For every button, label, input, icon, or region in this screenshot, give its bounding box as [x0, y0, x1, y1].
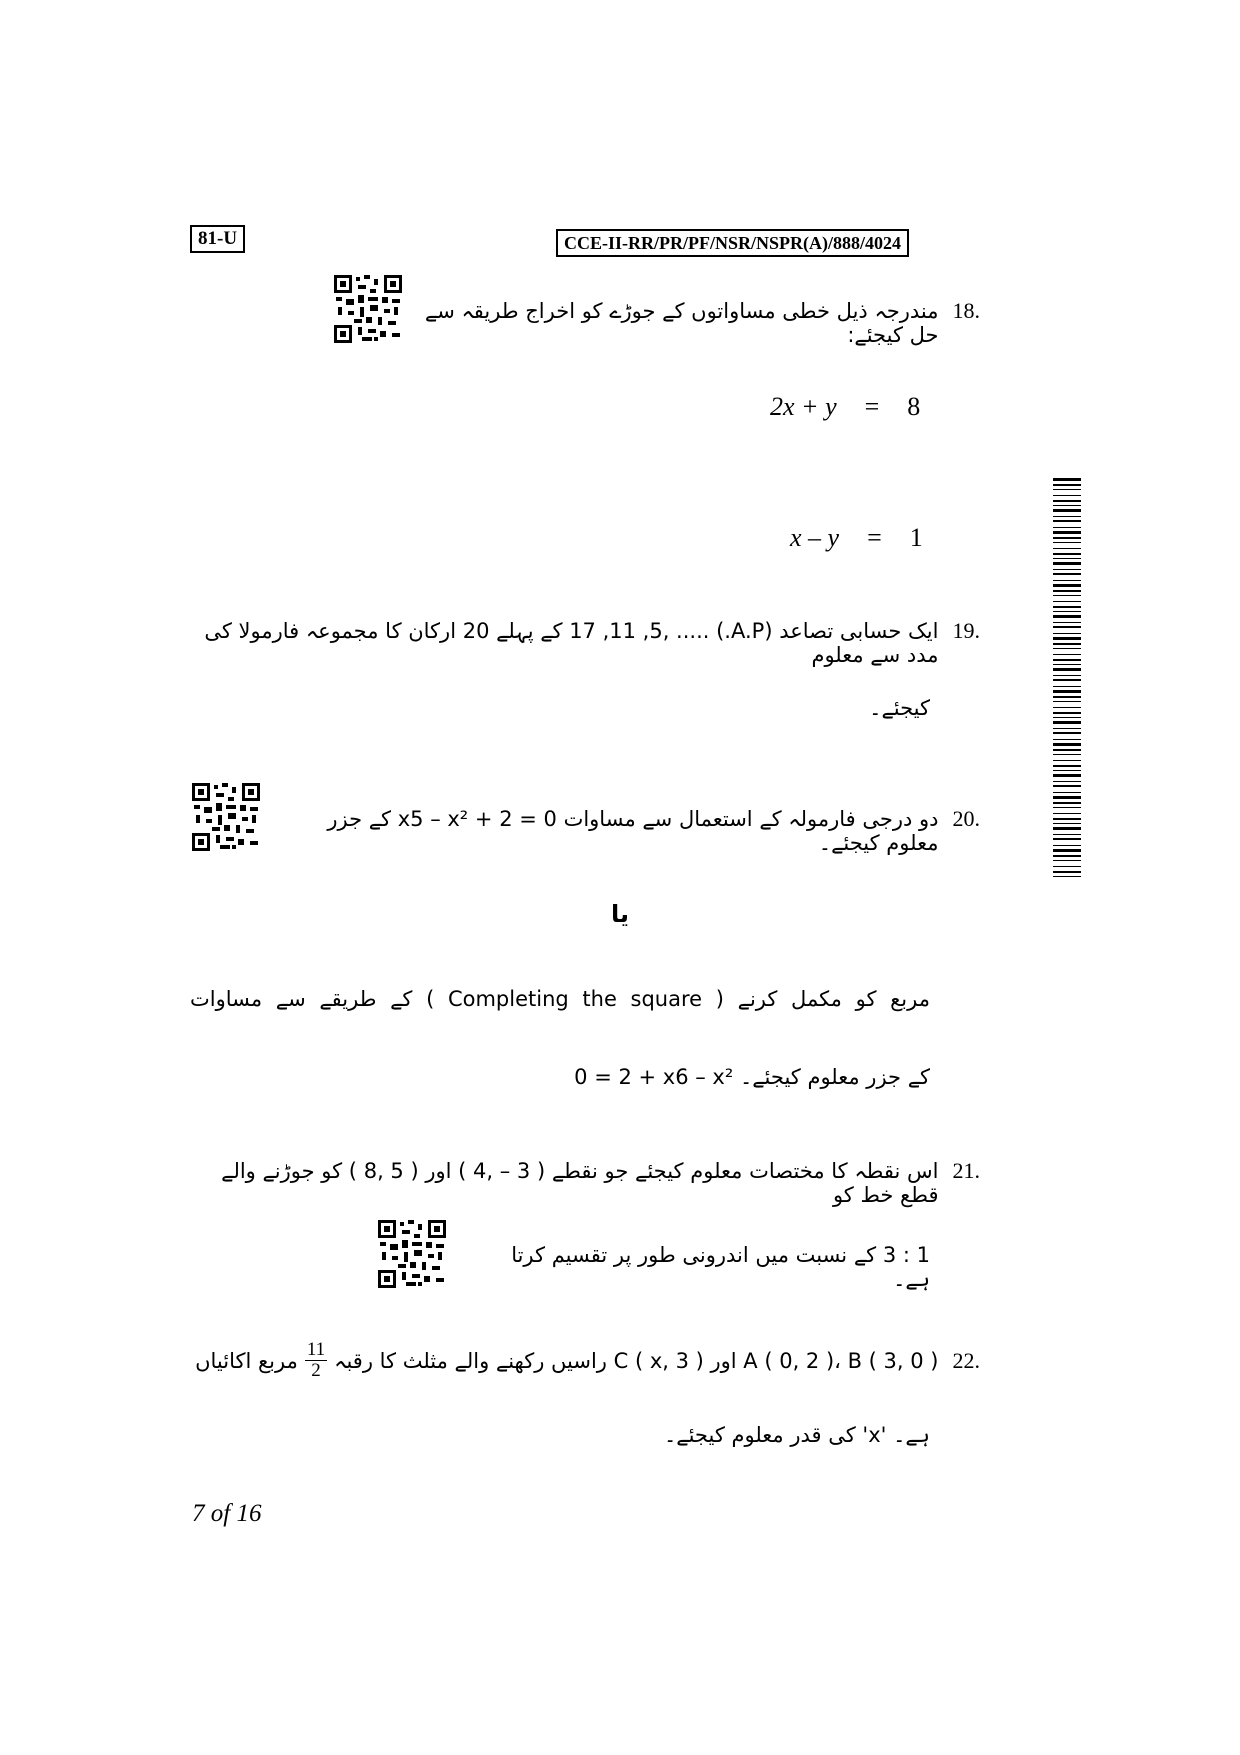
or-label: یا	[610, 900, 630, 928]
question-22-line-2: ہے۔ 'x' کی قدر معلوم کیجئے۔	[663, 1423, 930, 1447]
equation-rhs: 1	[909, 523, 923, 552]
question-20-alt-line-1: مربع کو مکمل کرنے ( Completing the square ) کے طریقے سے مساوات	[190, 987, 930, 1011]
question-21-line-2: 1 : 3 کے نسبت میں اندرونی طور پر تقسیم کرتا ہے۔	[511, 1243, 930, 1291]
question-number: 18.	[952, 298, 980, 323]
fraction-numerator: 11	[306, 1339, 326, 1360]
equation-lhs: x – y	[790, 523, 840, 552]
question-20-text: دو درجی فارمولہ کے استعمال سے مساوات 0 = 2 + x5 – x² کے جزر معلوم کیجئے۔	[327, 807, 939, 855]
qr-code-icon	[192, 783, 260, 851]
qr-code-icon	[334, 275, 402, 343]
equation-sign: =	[864, 392, 880, 421]
question-20	[280, 806, 980, 855]
question-22-text-start: A ( 0, 2 )، B ( 3, 0 ) اور C ( x, 3 ) راسیں رکھنے والے مثلث کا رقبہ	[334, 1348, 939, 1373]
question-number: 21.	[952, 1158, 980, 1183]
question-19	[190, 618, 980, 667]
question-19-line-2: کیجئے۔	[869, 696, 930, 720]
area-fraction	[305, 1340, 327, 1381]
equation-2	[790, 523, 923, 553]
fraction-denominator: 2	[311, 1360, 321, 1381]
equation-1	[770, 392, 920, 422]
qr-code-icon	[378, 1220, 446, 1288]
paper-code-right: CCE-II-RR/PR/PF/NSR/NSPR(A)/888/4024	[556, 229, 909, 257]
question-22-text-end: مربع اکائیاں	[195, 1348, 298, 1373]
page-number: 7 of 16	[192, 1500, 262, 1527]
barcode-icon	[1053, 478, 1081, 878]
question-22-line-1	[195, 1340, 938, 1381]
question-18-text: مندرجہ ذیل خطی مساواتوں کے جوڑے کو اخراج طریقہ سے حل کیجئے:	[424, 299, 939, 347]
question-number: 19.	[952, 618, 980, 643]
question-21-line-1: اس نقطہ کا مختصات معلوم کیجئے جو نقطے ( 3 – ,4 ) اور ( 5 ,8 ) کو جوڑنے والے قطع خط کو	[221, 1159, 939, 1207]
question-number: 20.	[952, 806, 980, 831]
question-18	[420, 298, 980, 347]
equation-rhs: 8	[907, 392, 921, 421]
question-22	[190, 1340, 980, 1381]
question-21	[190, 1158, 980, 1207]
paper-code-left: 81-U	[190, 225, 245, 253]
equation-lhs: 2x + y	[770, 392, 837, 421]
question-19-line-1: ایک حسابی تصاعد (A.P.) ..... ,17 ,11 ,5 کے پہلے 20 ارکان کا مجموعہ فارمولا کی مدد سے معلوم	[204, 619, 939, 667]
equation-sign: =	[867, 523, 882, 552]
question-number: 22.	[952, 1347, 980, 1373]
question-20-alt-line-2: 0 = 2 + x6 – x² کے جزر معلوم کیجئے۔	[574, 1065, 930, 1089]
